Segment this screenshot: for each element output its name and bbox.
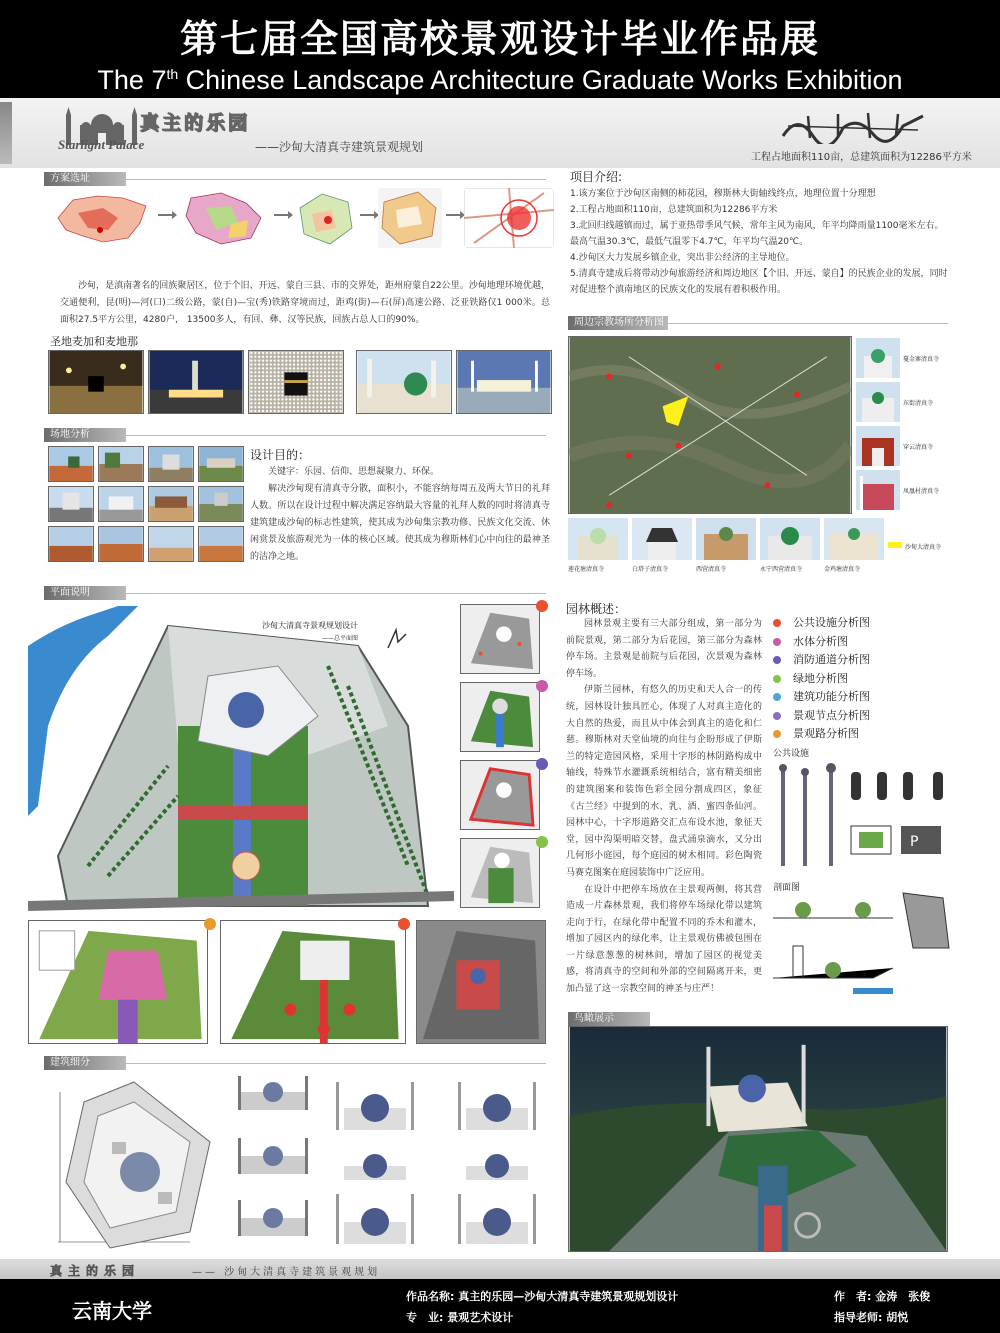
site-photo [148,486,194,522]
mosque-photo-card: 莲花塘清真寺 [568,518,628,574]
site-photo [198,446,244,482]
site-photo [198,486,244,522]
china-map-image [48,188,156,248]
aerial-rendering [568,1026,948,1252]
intro-item: 2.工程占地面积110亩，总建筑面积为12286平方米 [570,205,778,215]
intro-item: 4.沙甸区大力发展乡镇企业，突出非公经济的主导地位。 [570,253,795,263]
arabic-calligraphy-icon [778,108,928,144]
section-heading: 剖面图 [773,883,801,893]
north-arrow-icon [384,628,408,652]
pilgrims-crowd-photo [248,350,344,414]
section-tab-plan: 平面说明 [44,586,126,600]
node-analysis-plan [220,920,406,1044]
county-map-image [378,188,442,248]
authors: 作 者: 金涛 张俊 [834,1290,931,1303]
legend-marker [204,918,216,930]
major: 专 业: 景观艺术设计 [406,1311,514,1324]
mecca-dusk-photo [148,350,244,414]
site-description: 沙甸，是滇南著名的回族聚居区，位于个旧、开远、蒙自三县、市的交界处，距州府蒙自22公里。沙甸地理环境优越，交通便利，昆(明)—河(口)二级公路，蒙(自)—宝(秀)铁路穿境而过，距鸡(街)—石(屏)高速公路、泛亚铁路仅1 000米。总面积27.5平方公里，4280户， 13500多人，有回、彝、汉等民族，回族占总人口的90%。 [60,281,550,325]
footer-band [0,1259,1000,1279]
site-photo [98,526,144,562]
mosque-photo-card: 西营清真寺 [696,518,756,574]
holy-land-heading: 圣地麦加和麦地那 [50,335,138,348]
intro-item: 5.清真寺建成后将带动沙甸旅游经济和周边地区【个旧、开远、蒙自】的民族企业的发展，同时对促进整个滇南地区的民族文化的发展有着积极作用。 [570,269,948,295]
analysis-legend [773,614,870,744]
section-tab-religion-analysis: 周边宗教场所分析图 [568,316,668,330]
legend-marker [536,758,548,770]
site-photo [98,486,144,522]
section-drawing [773,888,953,1008]
facilities-image [773,760,953,870]
section-tab-site-selection: 方案选址 [44,172,126,186]
honghe-map-image [292,188,358,248]
legend-marker [536,600,548,612]
site-photo [48,446,94,482]
legend-marker [398,918,410,930]
site-photo [48,526,94,562]
kaaba-night-photo [48,350,144,414]
site-photo [98,446,144,482]
building-elevations-b [330,1078,420,1248]
design-goal-heading: 设计目的： [250,448,311,462]
mosque-photo-card: 白塔子清真寺 [632,518,692,574]
religion-card: 蔓金寨清真寺 [856,336,948,380]
section-tab-site-analysis: 场地分析 [44,428,126,442]
religion-bottom-row [568,518,948,574]
legend-item: 绿地分析图 [773,670,870,689]
footer-band-subtitle: —— 沙甸大清真寺建筑景观规划 [192,1267,381,1278]
yunnan-map-image [176,188,272,248]
local-map-image [464,188,554,248]
mosque-photo-card: 金鸡塘清真寺 [824,518,884,574]
analysis-thumb [460,760,540,830]
section-tab-bird-view: 鸟瞰展示 [568,1012,650,1026]
mosque-photo-card: 永宁西营清真寺 [760,518,820,574]
legend-item: 水体分析图 [773,633,870,652]
footer-band-title: 真主的乐园 [50,1264,141,1278]
exhibition-title-en: The 7th Chinese Landscape Architecture Graduate Works Exhibition [97,65,903,95]
section-tab-architecture: 建筑细分 [44,1056,126,1070]
mosque-night-photo [456,350,552,414]
site-photo [148,446,194,482]
road-analysis-plan [416,920,546,1044]
satellite-map-image [568,336,852,514]
legend-item: 景观路分析图 [773,725,870,744]
plan-title: 沙甸大清真寺景观规划设计 [262,621,358,630]
project-title: 真主的乐园 [140,112,251,134]
project-subtitle: ——沙甸大清真寺建筑景观规划 [255,140,424,154]
intro-item: 1.该方案位于沙甸区南侧的柿花园，穆斯林大街轴线终点，地理位置十分理想 [570,189,876,199]
garden-text: 园林景观主要有三大部分组成，第一部分为前院景观，第二部分为后花园，第三部分为森林停车场。主景观是前院与后花园，次景观为森林停车场。 伊斯兰园林，有悠久的历史和天人合一的传统，园林设计独具匠心，体现了人对真主造化的大自然的热爱，而且从中体会到真主的造化和仁慈。穆斯林对天堂仙境的向往与企盼形成了伊斯兰的特定造园风格，采用十字形的林阴路构成中轴线，特殊节水灌溉系统相结合，富有精美细密的建筑图案和装饰色彩全园分割成四区，象征《古兰经》中提到的水、乳、酒、蜜四条仙河。园林中心，十字形道路交汇点布设水池，象征天堂，园中沟渠明暗交替，盘式涌泉滴水，又分出几何形小庭园，每个庭园的树木相同。彩色陶瓷马赛克图案在庭园装饰中广泛应用。 在设计中把停车场放在主景观两侧，将其营造成一片森林景观，我们将停车场绿化带以建筑走向于行，在绿化带中配置不同的乔木和灌木，增加了园区内的绿化率，让主景观仿佛被包围在一片绿意葱葱的树林间，增加了园区的视觉美感，将清真寺的空间和外部的空间隔离开来，更加凸显了这一宗教空间的神圣与庄严！ [566,619,762,995]
logo-text: Starlight Palace [58,137,145,152]
religion-card: 东街清真寺 [856,380,948,424]
building-elevations-c [452,1078,542,1248]
intro-list [570,186,950,298]
site-photo [198,526,244,562]
site-photo [48,486,94,522]
design-goal-text: 关键字：乐园、信仰、思想凝聚力、环保。 解决沙甸现有清真寺分散，面积小，不能容纳每周五及两大节日的礼拜人数。所以在设计过程中解决满足容纳最大容量的礼拜人数的同时将清真寺建筑建成沙甸的标志性建筑，使其成为沙甸集宗教功修、民族文化交流、休闲赏景及旅游观光为一体的核心区域。使其成为穆斯林们心中向往的最神圣的洁净之地。 [250,467,550,562]
function-analysis-plan [28,920,208,1044]
site-photo [148,526,194,562]
legend-item: 建筑功能分析图 [773,688,870,707]
exhibition-title-cn: 第七届全国高校景观设计毕业作品展 [179,17,820,61]
legend-marker [536,836,548,848]
work-name: 作品名称: 真主的乐园—沙甸大清真寺建筑景观规划设计 [406,1290,679,1303]
intro-item: 3.北回归线越镇而过，属于亚热带季风气候，常年主风为南风，年平均降雨量1100毫米左右。最高气温30.3℃，最低气温零下4.7℃，年平均气温20℃。 [570,221,944,247]
legend-item: 公共设施分析图 [773,614,870,633]
analysis-thumb [460,682,540,752]
analysis-thumb [460,838,540,908]
facilities-heading: 公共设施 [773,749,810,759]
marker-legend: 沙甸大清真寺 [888,518,941,574]
area-info: 工程占地面积110亩，总建筑面积为12286平方米 [751,152,972,163]
legend-item: 消防通道分析图 [773,651,870,670]
building-floor-plan [40,1072,228,1258]
teacher: 指导老师: 胡悦 [834,1311,909,1324]
analysis-thumb [460,604,540,674]
svg-text:P: P [910,834,919,850]
medina-mosque-photo [356,350,452,414]
legend-item: 景观节点分析图 [773,707,870,726]
building-elevations-a [236,1072,310,1248]
university-name: 云南大学 [72,1299,152,1323]
footer [0,1279,1000,1333]
garden-heading: 园林概述： [566,602,627,616]
religion-card: 凤凰村清真寺 [856,468,948,512]
intro-heading: 项目介绍: [570,170,623,184]
legend-marker [536,680,548,692]
religion-card: 穿云清真寺 [856,424,948,468]
exhibition-header [0,0,1000,98]
religion-cards [856,336,948,514]
plan-subtitle: ——总平面图 [322,635,359,642]
